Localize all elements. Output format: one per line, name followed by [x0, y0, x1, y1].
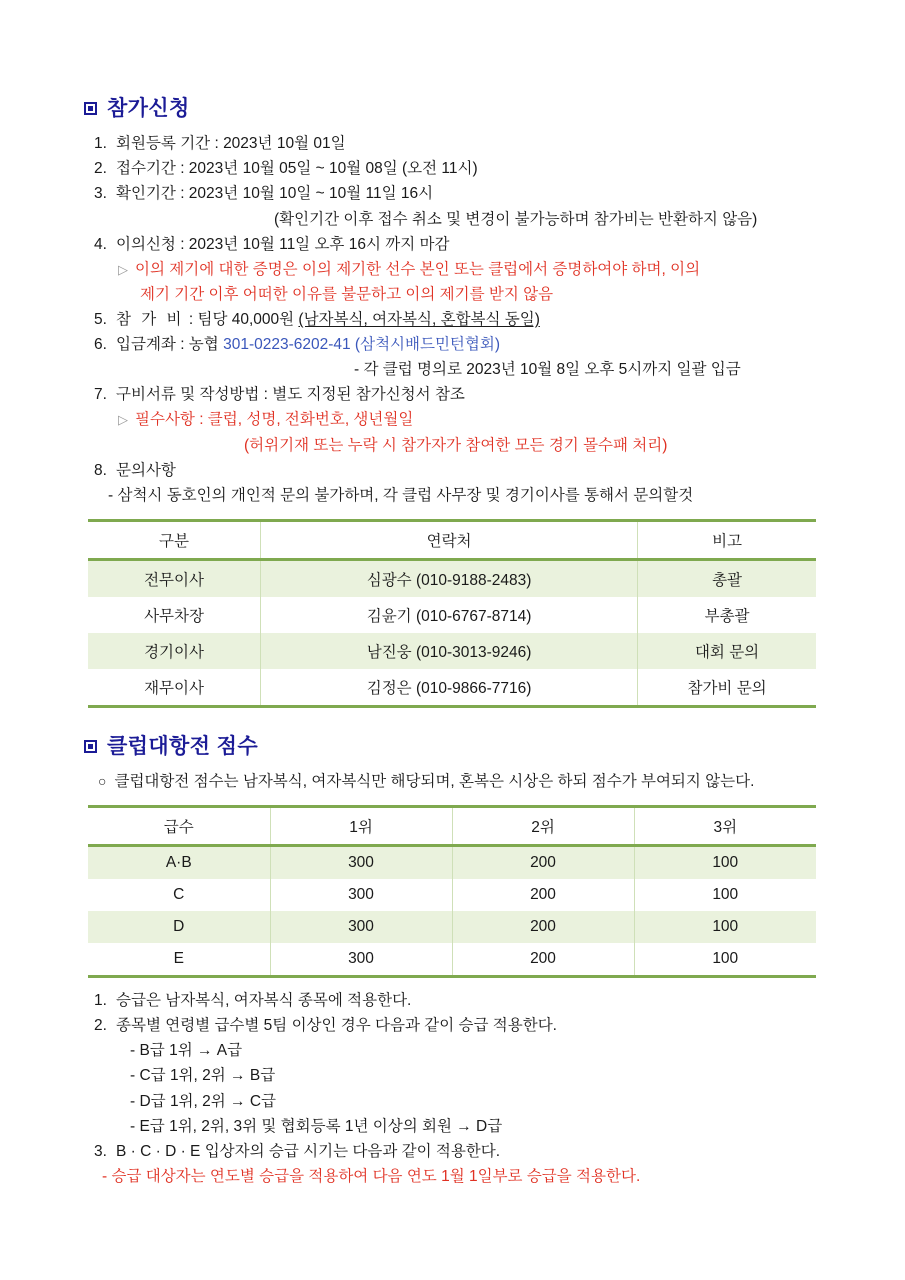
cell-division: 사무차장	[88, 597, 261, 633]
section-heading-club-score	[84, 734, 841, 759]
cell-rank2: 200	[452, 846, 634, 880]
list-item-number: 1.	[94, 992, 107, 1010]
list-item-text: 이의신청 : 2023년 10월 11일 오후 16시 까지 마감	[116, 235, 450, 253]
table-row	[88, 943, 816, 977]
bank-label: 입금계좌 : 농협	[116, 336, 224, 354]
table-header-row	[88, 807, 816, 846]
list-item	[84, 332, 841, 357]
list-item	[84, 156, 841, 181]
item8-note: - 삼척시 동호인의 개인적 문의 불가하며, 각 클럽 사무장 및 경기이사를 통해서 문의할것	[108, 486, 694, 504]
list-item-text: B · C · D · E 입상자의 승급 시기는 다음과 같이 적용한다.	[116, 1142, 501, 1160]
promotion-rules-list	[84, 988, 841, 1189]
column-header-rank1: 1위	[270, 807, 452, 846]
cell-remarks: 부총괄	[638, 597, 816, 633]
cell-division: 전무이사	[88, 559, 261, 597]
section-heading-application	[84, 96, 841, 121]
column-header-remarks: 비고	[638, 520, 816, 559]
item7-note-row	[84, 407, 841, 432]
square-bullet-icon	[84, 102, 97, 115]
cell-grade: D	[88, 911, 270, 943]
table-row	[88, 633, 816, 669]
cell-remarks: 대회 문의	[638, 633, 816, 669]
score-table	[88, 805, 816, 978]
item4-note-row	[84, 257, 841, 282]
list-item-text	[116, 307, 841, 332]
cell-rank2: 200	[452, 911, 634, 943]
cell-division: 재무이사	[88, 669, 261, 707]
item4-note-line2: 제기 기간 이후 어떠한 이유를 불문하고 이의 제기를 받지 않음	[140, 285, 554, 303]
column-header-contact: 연락처	[261, 520, 638, 559]
list-item-number: 6.	[94, 336, 107, 354]
list-item-text: 구비서류 및 작성방법 : 별도 지정된 참가신청서 참조	[116, 386, 465, 404]
list-item	[84, 232, 841, 257]
fee-note: (남자복식, 여자복식, 혼합복식 동일)	[298, 310, 540, 328]
cell-rank3: 100	[634, 943, 816, 977]
list-item-number: 3.	[94, 185, 107, 203]
column-header-division: 구분	[88, 520, 261, 559]
list-item-text: 문의사항	[116, 461, 176, 479]
table-row	[88, 597, 816, 633]
cell-rank3: 100	[634, 846, 816, 880]
list-item-number: 5.	[94, 310, 107, 328]
promotion-line: - B급 1위 → A급	[130, 1042, 243, 1060]
table-row	[88, 911, 816, 943]
list-item-text	[116, 332, 841, 357]
promotion-line: - C급 1위, 2위 → B급	[130, 1067, 276, 1085]
page-title: 참가신청	[107, 97, 190, 120]
list-item	[84, 1139, 841, 1164]
table-row	[88, 559, 816, 597]
application-list	[84, 131, 841, 508]
contact-table	[88, 519, 816, 708]
cell-remarks: 참가비 문의	[638, 669, 816, 707]
cell-grade: C	[88, 879, 270, 911]
list-item-number: 2.	[94, 1017, 107, 1035]
circle-bullet-icon: ○	[98, 773, 107, 790]
list-item	[84, 307, 841, 332]
item3-note: (확인기간 이후 접수 취소 및 변경이 불가능하며 참가비는 반환하지 않음)	[274, 210, 758, 228]
cell-contact: 김윤기 (010-6767-8714)	[261, 597, 638, 633]
promotion-line: - D급 1위, 2위 → C급	[130, 1092, 277, 1110]
table-header-row	[88, 520, 816, 559]
item7-note: 필수사항 : 클럽, 성명, 전화번호, 생년월일	[135, 411, 414, 429]
list-item-number: 8.	[94, 461, 107, 479]
promotion-line: - E급 1위, 2위, 3위 및 협회등록 1년 이상의 회원 → D급	[130, 1117, 503, 1135]
cell-rank1: 300	[270, 943, 452, 977]
square-bullet-icon	[84, 740, 97, 753]
list-item	[84, 181, 841, 206]
cell-rank1: 300	[270, 911, 452, 943]
cell-remarks: 총괄	[638, 559, 816, 597]
cell-rank2: 200	[452, 943, 634, 977]
column-header-rank2: 2위	[452, 807, 634, 846]
cell-grade: A·B	[88, 846, 270, 880]
final-note: - 승급 대상자는 연도별 승급을 적용하여 다음 연도 1월 1일부로 승급을 적용한다.	[102, 1167, 641, 1185]
column-header-rank3: 3위	[634, 807, 816, 846]
table-row	[88, 669, 816, 707]
account-number: 301-0223-6202-41 (삼척시배드민턴협회)	[223, 336, 501, 354]
list-item-number: 4.	[94, 235, 107, 253]
fee-amount: : 팀당 40,000원	[184, 310, 299, 328]
club-score-note: 클럽대항전 점수는 남자복식, 여자복식만 해당되며, 혼복은 시상은 하되 점수가 부여되지 않는다.	[114, 773, 755, 791]
list-item-number: 3.	[94, 1142, 107, 1160]
cell-contact: 심광수 (010-9188-2483)	[261, 559, 638, 597]
contact-table-wrap	[88, 519, 841, 708]
table-row	[88, 879, 816, 911]
list-item-text: 접수기간 : 2023년 10월 05일 ~ 10월 08일 (오전 11시)	[116, 160, 478, 178]
table-row	[88, 846, 816, 880]
item6-note: - 각 클럽 명의로 2023년 10월 8일 오후 5시까지 일괄 입금	[354, 361, 741, 379]
list-item	[84, 458, 841, 483]
score-table-wrap	[88, 805, 841, 978]
club-score-note-row	[84, 769, 841, 794]
cell-rank2: 200	[452, 879, 634, 911]
cell-contact: 남진웅 (010-3013-9246)	[261, 633, 638, 669]
list-item-number: 2.	[94, 160, 107, 178]
cell-rank1: 300	[270, 846, 452, 880]
cell-rank3: 100	[634, 911, 816, 943]
list-item-number: 7.	[94, 386, 107, 404]
list-item-text: 회원등록 기간 : 2023년 10월 01일	[116, 135, 346, 153]
column-header-grade: 급수	[88, 807, 270, 846]
cell-contact: 김정은 (010-9866-7716)	[261, 669, 638, 707]
cell-division: 경기이사	[88, 633, 261, 669]
cell-rank1: 300	[270, 879, 452, 911]
fee-label: 참 가 비	[116, 310, 185, 328]
list-item-text: 확인기간 : 2023년 10월 10일 ~ 10월 11일 16시	[116, 185, 434, 203]
list-item	[84, 382, 841, 407]
list-item	[84, 988, 841, 1013]
section-title-club-score: 클럽대항전 점수	[107, 734, 259, 758]
cell-rank3: 100	[634, 879, 816, 911]
list-item	[84, 1013, 841, 1038]
list-item-number: 1.	[94, 135, 107, 153]
triangle-bullet-icon: ▷	[118, 412, 128, 428]
item7-note2: (허위기재 또는 누락 시 참가자가 참여한 모든 경기 몰수패 처리)	[244, 436, 668, 454]
cell-grade: E	[88, 943, 270, 977]
list-item-text: 승급은 남자복식, 여자복식 종목에 적용한다.	[116, 992, 412, 1010]
triangle-bullet-icon: ▷	[118, 261, 128, 277]
list-item	[84, 131, 841, 156]
list-item-text: 종목별 연령별 급수별 5팀 이상인 경우 다음과 같이 승급 적용한다.	[116, 1017, 557, 1035]
item4-note-line1: 이의 제기에 대한 증명은 이의 제기한 선수 본인 또는 클럽에서 증명하여야 하며, 이의	[135, 260, 701, 278]
